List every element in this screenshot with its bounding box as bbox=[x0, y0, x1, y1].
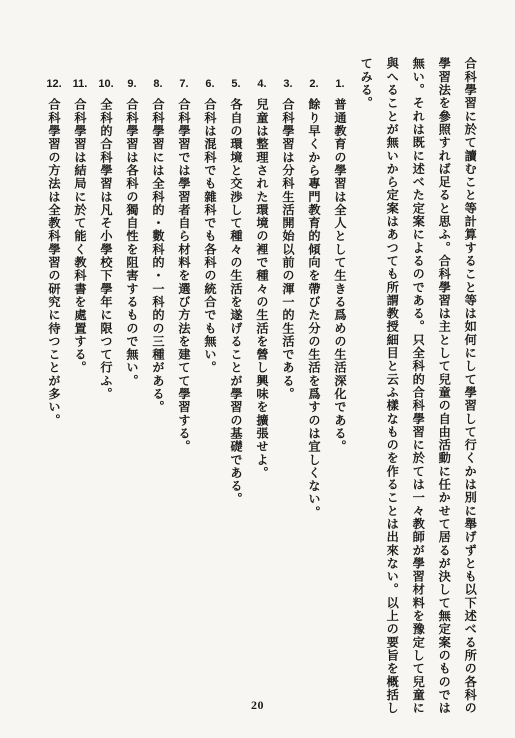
item-text: 全科的合科學習は凡そ小學校下學年に限つて行ふ。 bbox=[99, 98, 113, 401]
list-item-2 bbox=[304, 78, 324, 519]
item-text: 合科學習では學習者自ら材料を選び方法を建てて學習する。 bbox=[177, 98, 191, 454]
item-number: 6. bbox=[205, 78, 215, 90]
item-number: 8. bbox=[153, 78, 163, 90]
page-number: 20 bbox=[251, 698, 264, 712]
list-item-9 bbox=[122, 78, 142, 387]
list-item-4 bbox=[252, 78, 272, 479]
item-text: 各自の環境と交渉して種々の生活を遂げることが學習の基礎である。 bbox=[229, 98, 243, 506]
intro-line-4: 與へることが無いから定案はあつても所謂教授細目と云ふ樣なものを作ることは出來ない。以上の要旨を概括し bbox=[385, 57, 400, 715]
item-text: 普通教育の學習は全人として生きる爲めの生活深化である。 bbox=[333, 98, 347, 454]
item-text: 合科學習には全科的・數科的・一科的の三種がある。 bbox=[151, 98, 165, 414]
list-item-10 bbox=[96, 78, 116, 400]
item-number: 12. bbox=[46, 78, 62, 90]
list-item-5 bbox=[226, 78, 246, 506]
item-number: 3. bbox=[283, 78, 293, 90]
intro-line-2: 學習法を參照すれば足ると思ふ。合科學習は主として兒童の自由活動に任かせて居るが決して無定案のものでは bbox=[437, 57, 452, 715]
list-item-1 bbox=[330, 78, 350, 453]
item-text: 餘り早くから專門教育的傾向を帶びた分の生活を爲すのは宜しくない。 bbox=[307, 98, 321, 519]
item-text: 合科學習は結局に於て能く教科書を處置する。 bbox=[73, 98, 87, 375]
list-item-7 bbox=[174, 78, 194, 453]
item-text: 合科學習の方法は全教科學習の研究に待つことが多い。 bbox=[47, 98, 61, 427]
item-number: 10. bbox=[98, 78, 114, 90]
list-item-3 bbox=[278, 78, 298, 400]
intro-line-3: 無い。それは既に述べた定案によるのである。只全科的合科學習に於ては一々教師が學習材料を豫定して兒童に bbox=[411, 57, 426, 715]
item-number: 9. bbox=[127, 78, 137, 90]
item-number: 11. bbox=[72, 78, 88, 90]
list-item-6 bbox=[200, 78, 220, 374]
item-number: 7. bbox=[179, 78, 189, 90]
item-number: 5. bbox=[231, 78, 241, 90]
item-text: 合科學習は分科生活開始以前の渾一的生活である。 bbox=[281, 98, 295, 401]
item-text: 合科學習は各科の獨自性を阻害するもので無い。 bbox=[125, 98, 139, 388]
item-number: 2. bbox=[309, 78, 319, 90]
list-item-11 bbox=[70, 78, 90, 374]
item-number: 4. bbox=[257, 78, 267, 90]
intro-line-1: 合科學習に於て讀むこと等計算すること等は如何にして學習して行くかは別に舉げずとも以下述べる所の各科の bbox=[463, 57, 478, 715]
list-item-12 bbox=[44, 78, 64, 427]
item-text: 兒童は整理された環境の裡で種々の生活を營し興味を擴張せよ。 bbox=[255, 98, 269, 480]
item-text: 合科は混科でも雜科でも各科の統合でも無い。 bbox=[203, 98, 217, 375]
list-item-8 bbox=[148, 78, 168, 414]
item-number: 1. bbox=[335, 78, 345, 90]
intro-line-5: てみる。 bbox=[359, 57, 374, 110]
